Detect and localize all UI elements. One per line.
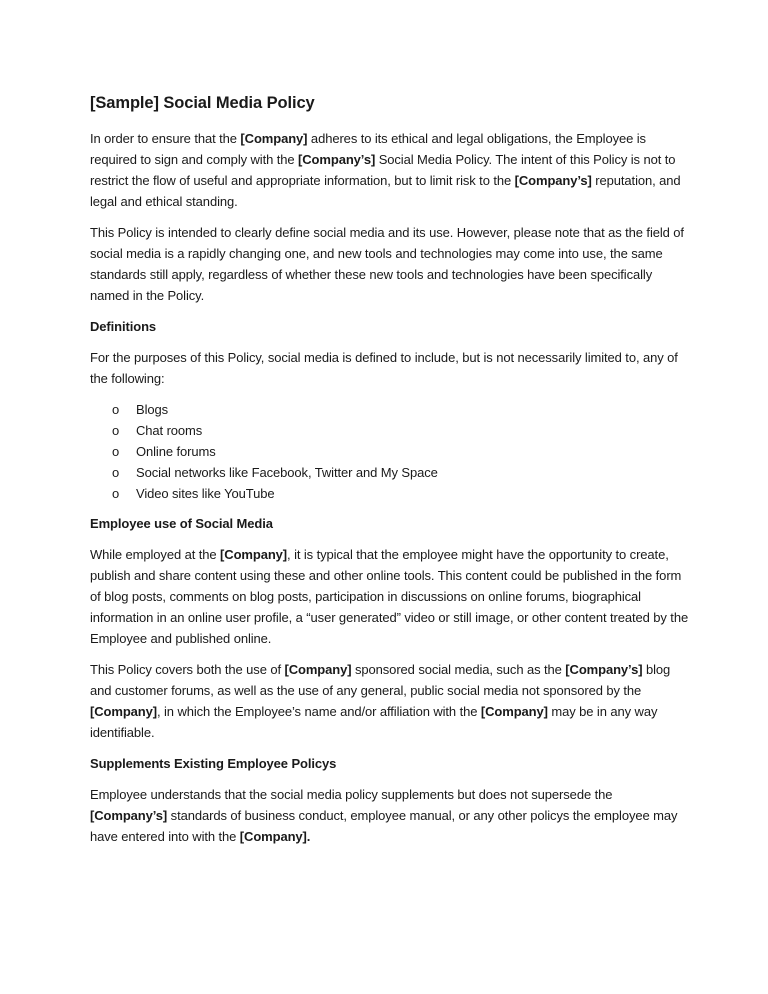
bullet-marker: o <box>112 423 120 438</box>
company-placeholder: [Company’s] <box>298 152 376 167</box>
intro-paragraph-2: This Policy is intended to clearly define social media and its use. However, please note that as the field of social media is a rapidly changing one, and new tools and technologies may come into use, the same standards still apply, regardless of whether these new tools and technologies have been specifically named in the Policy. <box>90 225 684 303</box>
list-item-text: Video sites like YouTube <box>136 486 275 501</box>
supplements-heading: Supplements Existing Employee Policys <box>90 756 337 771</box>
list-item-text: Chat rooms <box>136 423 203 438</box>
bullet-marker: o <box>112 402 120 417</box>
company-placeholder: [Company] <box>240 131 308 146</box>
list-item <box>90 483 690 504</box>
company-placeholder: [Company’s] <box>514 173 592 188</box>
employee-use-paragraph-2: This Policy covers both the use of [Company] sponsored social media, such as the [Company’s] blog and customer forums, as well as the use of any general, public social media not sponsored by the [Company], in which the Employee’s name and/or affiliation with the [Company] may be in any way identifiable. <box>90 662 671 740</box>
list-item <box>90 399 690 420</box>
list-item <box>90 441 690 462</box>
company-placeholder: [Company] <box>480 704 548 719</box>
employee-use-heading: Employee use of Social Media <box>90 516 273 531</box>
list-item <box>90 420 690 441</box>
bullet-marker: o <box>112 486 120 501</box>
list-item <box>90 462 690 483</box>
company-placeholder: [Company] <box>284 662 352 677</box>
list-item-text: Online forums <box>136 444 216 459</box>
company-placeholder: [Company] <box>220 547 288 562</box>
company-placeholder: [Company]. <box>239 829 311 844</box>
list-item-text: Blogs <box>136 402 169 417</box>
company-placeholder: [Company’s] <box>565 662 643 677</box>
definitions-list <box>90 399 690 504</box>
bullet-marker: o <box>112 465 120 480</box>
company-placeholder: [Company’s] <box>90 808 168 823</box>
definitions-heading: Definitions <box>90 319 157 334</box>
definitions-paragraph: For the purposes of this Policy, social media is defined to include, but is not necessarily limited to, any of the following: <box>90 350 678 386</box>
page-title: [Sample] Social Media Policy <box>90 94 315 112</box>
intro-paragraph-1: In order to ensure that the [Company] adheres to its ethical and legal obligations, the Employee is required to sign and comply with the [Company’s] Social Media Policy. The intent of this Policy is not to restrict the flow of useful and appropriate information, but to limit risk to the [Company’s] reputation, and legal and ethical standing. <box>90 131 681 209</box>
company-placeholder: [Company] <box>90 704 157 719</box>
list-item-text: Social networks like Facebook, Twitter and My Space <box>136 465 438 480</box>
document-body <box>90 92 690 857</box>
employee-use-paragraph-1: While employed at the [Company], it is typical that the employee might have the opportunity to create, publish and share content using these and other online tools. This content could be published in the form of blog posts, comments on blog posts, participation in discussions on online forums, biographical information in an online user profile, a “user generated” video or still image, or other content treated by the Employee and published online. <box>90 547 689 646</box>
supplements-paragraph: Employee understands that the social media policy supplements but does not supersede the [Company’s] standards of business conduct, employee manual, or any other policys the employee may have entered into with the [Company]. <box>90 787 678 844</box>
bullet-marker: o <box>112 444 120 459</box>
